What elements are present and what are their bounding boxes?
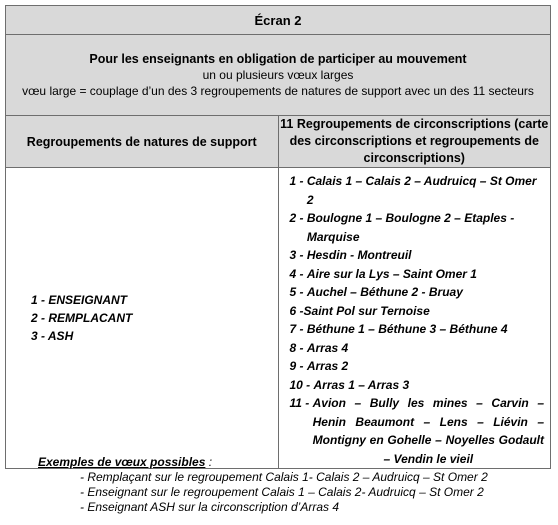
intro-heading: Pour les enseignants en obligation de participer au mouvement bbox=[89, 52, 467, 66]
circonscription-text: Avion – Bully les mines – Carvin – Henin Beaumont – Lens – Liévin – Montigny en Gohelle – Noyelles Godault – Vendin le vieil bbox=[312, 396, 544, 466]
nature-item: 2 - REMPLACANT bbox=[31, 311, 133, 325]
circonscription-item bbox=[290, 265, 545, 284]
circonscription-number: 9 - bbox=[289, 359, 307, 373]
examples-title-suffix: : bbox=[205, 455, 213, 469]
circonscription-item bbox=[290, 246, 545, 265]
circonscription-text: Arras 1 – Arras 3 bbox=[313, 377, 410, 392]
circonscription-item bbox=[290, 320, 545, 339]
ecran-2-table bbox=[5, 5, 551, 469]
intro-cell bbox=[6, 35, 551, 116]
intro-line-2: un ou plusieurs vœux larges bbox=[202, 68, 354, 82]
circonscription-number: 5 - bbox=[289, 285, 307, 299]
screen-title: Écran 2 bbox=[6, 6, 551, 35]
header-natures: Regroupements de natures de support bbox=[6, 116, 279, 168]
circonscription-text: Aire sur la Lys – Saint Omer 1 bbox=[306, 266, 477, 281]
circonscription-text: Saint Pol sur Ternoise bbox=[303, 303, 430, 318]
nature-item: 1 - ENSEIGNANT bbox=[31, 293, 128, 307]
circonscription-text: Boulogne 1 – Boulogne 2 – Etaples - Marquise bbox=[306, 211, 515, 244]
circonscription-item bbox=[290, 283, 545, 302]
circonscription-item bbox=[290, 357, 545, 376]
circonscription-text: Auchel – Béthune 2 - Bruay bbox=[306, 285, 463, 299]
circonscription-number: 10 - bbox=[289, 377, 314, 392]
examples-heading-line bbox=[38, 455, 488, 470]
circonscription-item bbox=[290, 172, 545, 209]
circonscription-number: 4 - bbox=[289, 266, 307, 281]
example-item: - Enseignant sur le regroupement Calais 1 – Calais 2- Audruicq – St Omer 2 bbox=[80, 485, 484, 499]
circonscription-number: 1 - bbox=[289, 174, 307, 188]
circonscription-text: Arras 4 bbox=[306, 340, 349, 355]
natures-list bbox=[6, 291, 278, 345]
circonscription-item bbox=[290, 209, 545, 246]
circonscription-text: Arras 2 bbox=[306, 359, 349, 373]
circonscription-item bbox=[290, 376, 545, 395]
intro-definition: vœu large = couplage d’un des 3 regroupements de natures de support avec un des 11 secteurs bbox=[22, 84, 534, 98]
circonscription-text: Hesdin - Montreuil bbox=[306, 248, 412, 262]
circonscription-number: 3 - bbox=[289, 248, 307, 262]
circonscription-number: 6 - bbox=[289, 303, 304, 318]
example-item: - Remplaçant sur le regroupement Calais 1- Calais 2 – Audruicq – St Omer 2 bbox=[80, 470, 488, 484]
circonscription-number: 11 - bbox=[289, 396, 313, 410]
circonscription-number: 7 - bbox=[289, 322, 307, 336]
examples-section bbox=[38, 455, 488, 515]
examples-list bbox=[38, 470, 488, 515]
circonscription-text: Calais 1 – Calais 2 – Audruicq – St Omer 2 bbox=[306, 174, 537, 207]
circonscription-item bbox=[290, 339, 545, 358]
header-circonscriptions: 11 Regroupements de circonscriptions (carte des circonscriptions et regroupements de circonscriptions) bbox=[278, 116, 551, 168]
circonscription-number: 2 - bbox=[289, 211, 307, 225]
circonscription-number: 8 - bbox=[289, 340, 307, 355]
circonscription-text: Béthune 1 – Béthune 3 – Béthune 4 bbox=[306, 322, 508, 336]
circonscription-item bbox=[290, 302, 545, 321]
circonscriptions-cell bbox=[278, 168, 551, 469]
nature-item: 3 - ASH bbox=[31, 329, 74, 343]
natures-cell bbox=[6, 168, 279, 469]
example-item: - Enseignant ASH sur la circonscription d’Arras 4 bbox=[80, 500, 339, 514]
examples-title: Exemples de vœux possibles bbox=[38, 455, 206, 469]
circonscriptions-list bbox=[290, 172, 545, 468]
